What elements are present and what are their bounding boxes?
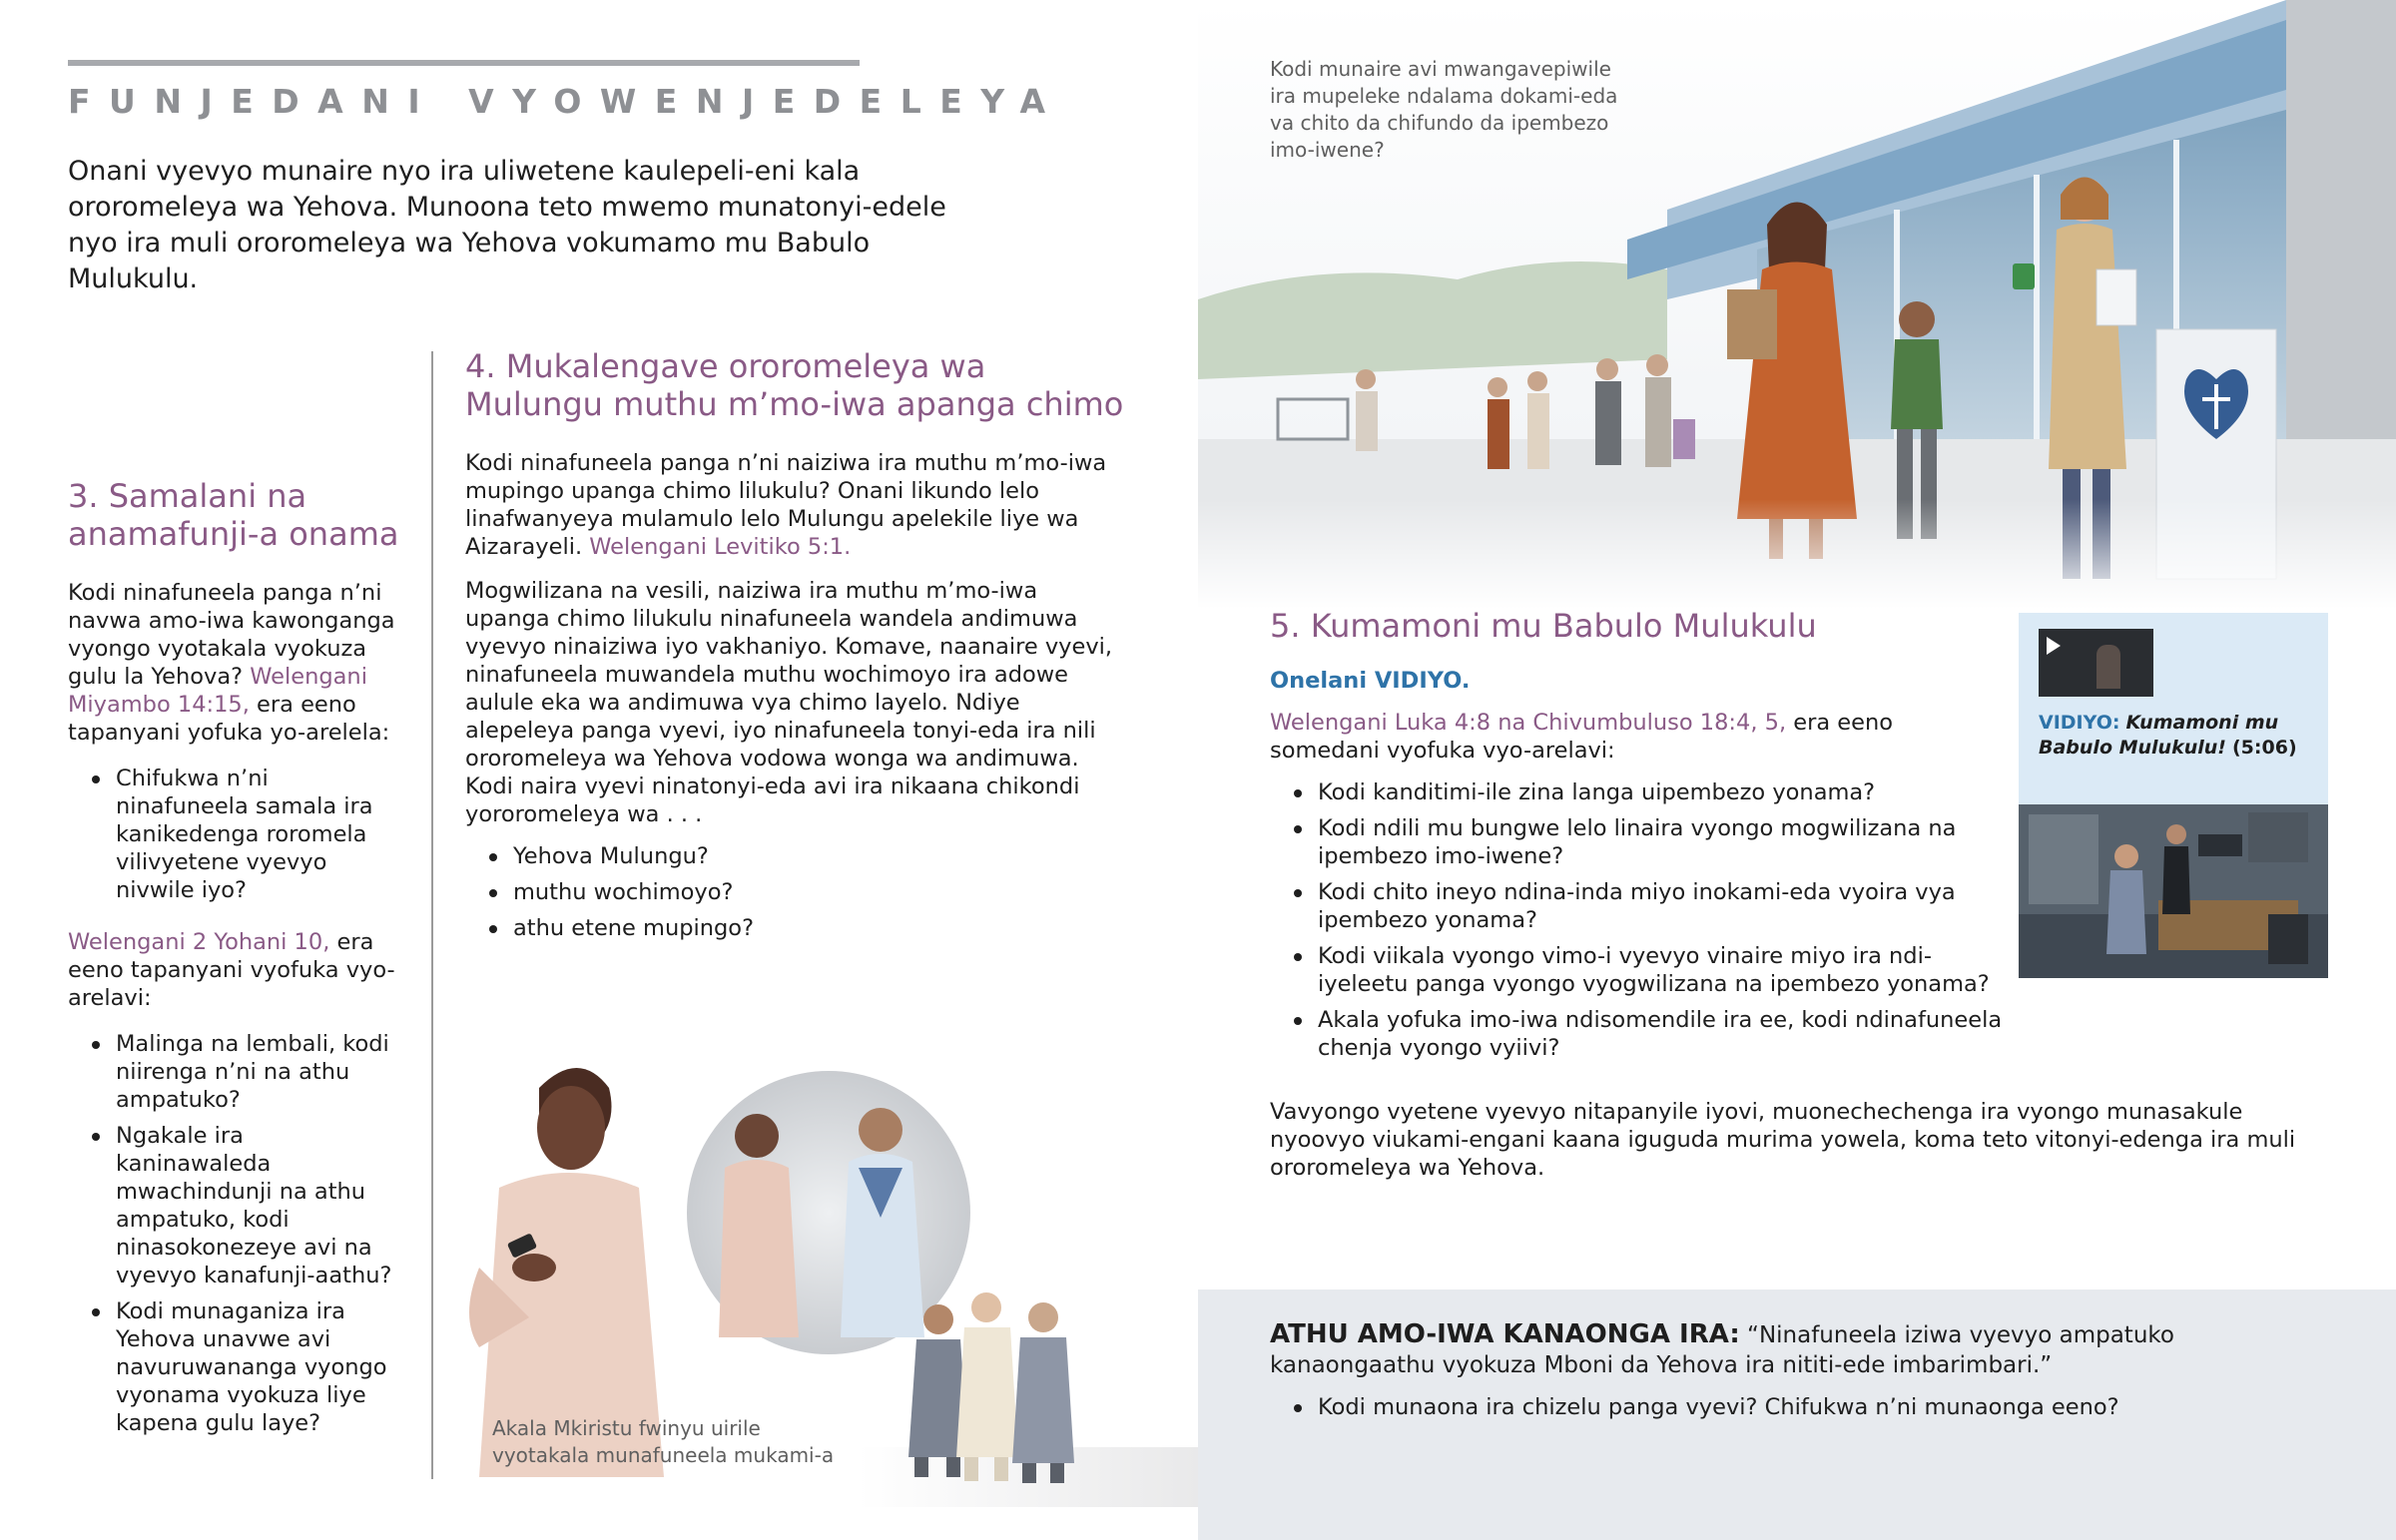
section-5 <box>1270 607 2009 1070</box>
header-rule <box>68 60 860 66</box>
section-4-para-2: Mogwilizana na vesili, naiziwa ira muthu m’mo-iwa upanga chimo lilukulu ninafuneela wandela andimuwa vyevyo ninaiziwa iyo vakhaniyo. Komave, naanaire vyevi, ninafuneela muwandela muthu wochimoyo ira adowe aulule eka wa andimuwa vya chimo layelo. Ndiye alepeleya panga vyevi, iyo ninafuneela tonyi-eda ira nili ororomeleya wa Yehova vodowa wonga wa andimuwa. Kodi naira vyevi ninatonyi-eda avi ira nikaana chikondi yororomeleya wa . . . <box>465 578 1113 827</box>
section-4-para-1 <box>465 449 1124 561</box>
list-item: Akala yofuka imo-iwa ndisomendile ira ee, kodi ndinafuneela chenja vyongo vyiivi? <box>1270 1006 2009 1062</box>
photo-bottom-fade <box>1198 499 2396 609</box>
footer-quote-text: “Ninafuneela iziwa vyevyo ampatuko kanaongaathu vyokuza Mboni da Yehova ira nititi-ede imbarimbari.” <box>1270 1322 2174 1378</box>
section-3-para-2-end: era eeno tapanyani vyofuka vyo-arelavi: <box>68 929 395 1011</box>
list-item: Ngakale ira kaninawaleda mwachindunji na athu ampatuko, kodi ninasokonezeye avi na vyevyo kanafunji-aathu? <box>68 1122 403 1289</box>
section-5-heading: 5. Kumamoni mu Babulo Mulukulu <box>1270 607 1817 645</box>
section-3-para-1-end: era eeno tapanyani yofuka yo-arelela: <box>68 692 390 746</box>
section-3-bullets-2 <box>68 1030 403 1437</box>
section-5-closing: Vavyongo vyetene vyevyo nitapanyile iyovi, muonechechenga ira vyongo munasakule nyoovyo viukami-engani kaana iguguda murima yowela, koma teto vitonyi-edenga ira muli ororomeleya wa Yehova. <box>1270 1099 2296 1181</box>
column-divider <box>431 351 433 1479</box>
elders-group <box>908 1292 1074 1483</box>
list-item: Kodi viikala vyongo vimo-i vyevyo vinaire miyo ira ndi-iyeleetu panga vyongo vyogwilizana na ipembezo yonama? <box>1270 942 2009 998</box>
list-item: Kodi ndili mu bungwe lelo linaira vyongo mogwilizana na ipembezo imo-iwene? <box>1270 814 2009 870</box>
section-3-heading: 3. Samalani na anamafunji-a onama <box>68 477 399 553</box>
section-4-scripture-ref[interactable]: Welengani Levitiko 5:1. <box>589 534 852 560</box>
section-4-para-1-start: Kodi ninafuneela panga n’ni naiziwa ira muthu m’mo-iwa mupingo upanga chimo lilukulu? Onani likundo lelo linafwanyeya mulamulo lelo Mulungu apelekile liye wa Aizarayeli. <box>465 450 1107 560</box>
section-3-scripture-ref-2[interactable]: Welengani 2 Yohani 10, <box>68 929 330 955</box>
list-item: Kodi munaganiza ira Yehova unavwe avi navuruwananga vyongo vyonama vyokuza liye kapena gulu laye? <box>68 1297 403 1437</box>
store-photo-caption: Kodi munaire avi mwangavepiwile ira mupeleke ndalama dokami-eda va chito da chifundo da ipembezo imo-iwene? <box>1270 57 1618 162</box>
video-thumbnail-small[interactable] <box>2039 629 2153 697</box>
section-3 <box>68 477 403 1445</box>
video-prompt[interactable]: Onelani VIDIYO. <box>1270 668 1471 694</box>
footer-bullets <box>1270 1393 2330 1429</box>
video-duration: (5:06) <box>2232 737 2297 759</box>
section-5-bullets <box>1270 778 2009 1062</box>
list-item: athu etene mupingo? <box>465 914 1124 942</box>
video-box[interactable] <box>2019 613 2328 978</box>
list-item: muthu wochimoyo? <box>465 878 1124 906</box>
section-5-read <box>1270 709 2009 765</box>
list-item: Kodi kanditimi-ile zina langa uipembezo yonama? <box>1270 778 2009 806</box>
page-title: FUNJEDANI VYOWENJEDELEYA <box>68 82 1064 121</box>
section-3-para-2 <box>68 928 403 1012</box>
video-label: VIDIYO: <box>2039 712 2120 734</box>
section-5-scripture-ref[interactable]: Welengani Luka 4:8 na Chivumbuluso 18:4, 5, <box>1270 710 1787 736</box>
section-3-scripture-ref-1[interactable]: Welengani Miyambo 14:15, <box>68 664 367 718</box>
section-4 <box>465 347 1124 950</box>
section-4-bullets <box>465 842 1124 942</box>
list-item: Malinga na lembali, kodi niirenga n’ni na athu ampatuko? <box>68 1030 403 1114</box>
footer-quote <box>1270 1319 2330 1380</box>
list-item: Kodi munaona ira chizelu panga vyevi? Chifukwa n’ni munaonga eeno? <box>1270 1393 2330 1421</box>
section-5-read-end: era eeno somedani vyofuka vyo-arelavi: <box>1270 710 1894 764</box>
section-3-para-1-start: Kodi ninafuneela panga n’ni navwa amo-iwa kawonganga vyongo vyotakala vyokuza gulu la Yehova? <box>68 580 395 690</box>
list-item: Yehova Mulungu? <box>465 842 1124 870</box>
thumbnail-figure <box>2096 645 2120 689</box>
video-still[interactable] <box>2019 804 2328 978</box>
section-3-para-1 <box>68 579 403 747</box>
footer-lead: ATHU AMO-IWA KANAONGA IRA: <box>1270 1319 1740 1349</box>
section-4-image-caption: Akala Mkiristu fwinyu uirile vyotakala munafuneela mukami-a <box>492 1416 835 1467</box>
video-caption <box>2039 711 2318 761</box>
intro-text: Onani vyevyo munaire nyo ira uliwetene kaulepeli-eni kala ororomeleya wa Yehova. Munoona teto mwemo munatonyi-edele nyo ira muli ororomeleya wa Yehova vokumamo mu Babulo Mulukulu. <box>68 156 946 294</box>
footer-box <box>1198 1289 2396 1540</box>
list-item: Kodi chito ineyo ndina-inda miyo inokami-eda vyoira vya ipembezo yonama? <box>1270 878 2009 934</box>
section-4-heading: 4. Mukalengave ororomeleya wa Mulungu muthu m’mo-iwa apanga chimo <box>465 347 1124 423</box>
list-item: Chifukwa n’ni ninafuneela samala ira kanikedenga roromela vilivyetene vyevyo nivwile iyo? <box>68 765 403 904</box>
section-3-bullets-1 <box>68 765 403 904</box>
play-icon[interactable] <box>2047 637 2061 655</box>
video-title[interactable]: Kumamoni mu Babulo Mulukulu! <box>2039 712 2279 759</box>
